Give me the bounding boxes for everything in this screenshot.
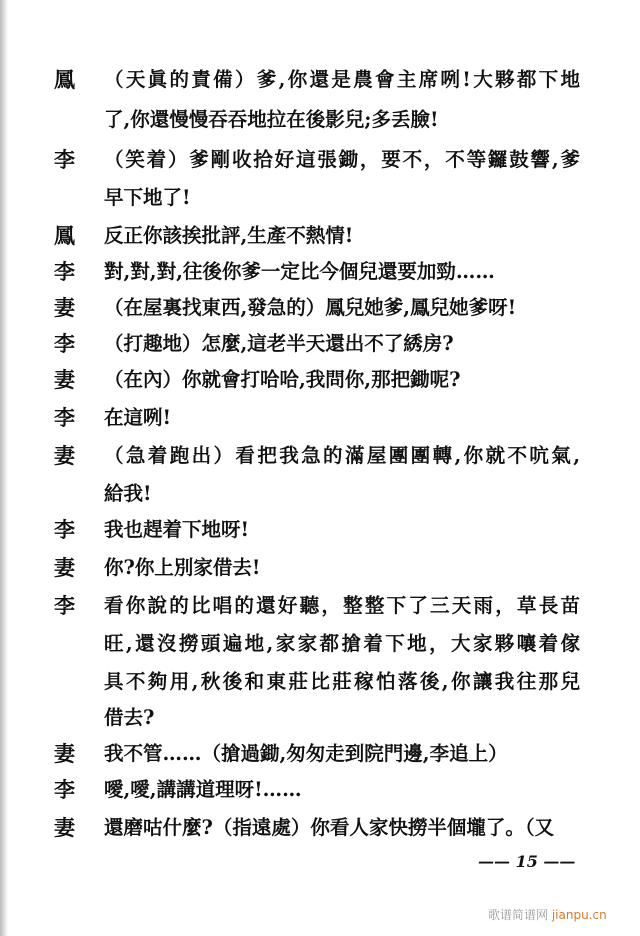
dialogue-line xyxy=(0,326,640,362)
dialogue-text: 你?你上別家借去! xyxy=(104,556,261,579)
dialogue-text: 噯,噯,講講道理呀!…… xyxy=(104,778,302,801)
dialogue-text: （打趣地）怎麼,這老半天還出不了綉房? xyxy=(104,332,454,355)
dialogue-line xyxy=(0,664,640,700)
dialogue-text: （在內）你就會打哈哈,我問你,那把鋤呢? xyxy=(104,368,461,391)
dialogue-line xyxy=(0,438,640,474)
dialogue-text: 我不管……（搶過鋤,匆匆走到院門邊,李追上） xyxy=(104,742,508,765)
dialogue-line xyxy=(0,142,640,178)
dialogue-line xyxy=(0,62,640,98)
dialogue-line xyxy=(0,218,640,254)
speaker-name: 李 xyxy=(54,405,75,430)
dialogue-line xyxy=(0,362,640,398)
dialogue-line xyxy=(0,400,640,436)
dialogue-text: 在這咧! xyxy=(104,406,172,429)
dialogue-text: 我也趕着下地呀! xyxy=(104,518,250,541)
dialogue-text: 旺,還沒撈頭遍地,家家都搶着下地，大家夥嚷着傢 xyxy=(104,632,580,655)
speaker-name: 李 xyxy=(54,147,75,172)
speaker-name: 妻 xyxy=(54,295,75,320)
speaker-name: 李 xyxy=(54,593,75,618)
dialogue-text: （笑着）爹剛收拾好這張鋤，要不，不等鑼鼓響,爹 xyxy=(104,148,580,171)
dialogue-text: （在屋裏找東西,發急的）鳳兒她爹,鳳兒她爹呀! xyxy=(104,296,517,319)
dialogue-text: 借去? xyxy=(104,706,155,729)
dialogue-text: （天眞的責備）爹,你還是農會主席咧!大夥都下地 xyxy=(104,68,580,91)
dialogue-line xyxy=(0,476,640,512)
dialogue-text: 了,你還慢慢吞吞地拉在後影兒;多丢臉! xyxy=(104,108,439,131)
dialogue-line xyxy=(0,290,640,326)
dialogue-text: 看你說的比唱的還好聽，整整下了三天雨，草長苗 xyxy=(104,594,580,617)
dialogue-text: 給我! xyxy=(104,482,152,505)
speaker-name: 李 xyxy=(54,777,75,802)
speaker-name: 鳳 xyxy=(54,223,75,248)
dialogue-text: 對,對,對,往後你爹一定比今個兒還要加勁…… xyxy=(104,260,495,283)
dialogue-line xyxy=(0,736,640,772)
watermark xyxy=(488,906,607,923)
dialogue-line xyxy=(0,254,640,290)
speaker-name: 妻 xyxy=(54,741,75,766)
speaker-name: 李 xyxy=(54,259,75,284)
watermark-site: 歌谱简谱网 xyxy=(488,908,549,922)
dialogue-text: （急着跑出）看把我急的滿屋團團轉,你就不吭氣, xyxy=(104,444,580,467)
speaker-name: 妻 xyxy=(54,443,75,468)
speaker-name: 李 xyxy=(54,517,75,542)
dialogue-text: 具不夠用,秋後和東莊比莊稼怕落後,你讓我往那兒 xyxy=(104,670,580,693)
dialogue-line xyxy=(0,626,640,662)
dialogue-text: 還磨咕什麼?（指遠處）你看人家快撈半個壠了。（又 xyxy=(104,816,555,839)
speaker-name: 妻 xyxy=(54,815,75,840)
speaker-name: 鳳 xyxy=(54,67,75,92)
speaker-name: 李 xyxy=(54,331,75,356)
dialogue-line xyxy=(0,810,640,846)
dialogue-line xyxy=(0,588,640,624)
dialogue-line xyxy=(0,772,640,808)
dialogue-line xyxy=(0,180,640,216)
watermark-url: jianpu.cn xyxy=(551,908,607,922)
dialogue-line xyxy=(0,102,640,138)
dialogue-text: 早下地了! xyxy=(104,186,191,209)
speaker-name: 妻 xyxy=(54,555,75,580)
page-number: —— 15 —— xyxy=(478,852,576,871)
dialogue-line xyxy=(0,550,640,586)
dialogue-line xyxy=(0,700,640,736)
speaker-name: 妻 xyxy=(54,367,75,392)
dialogue-line xyxy=(0,512,640,548)
dialogue-text: 反正你該挨批評,生產不熱情! xyxy=(104,224,354,247)
